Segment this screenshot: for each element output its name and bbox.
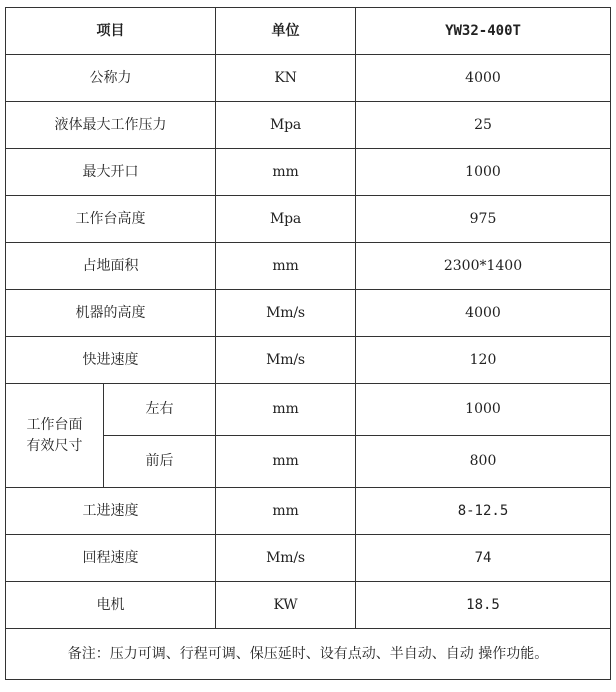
row-value: 74 — [356, 535, 611, 582]
row-item: 占地面积 — [6, 243, 216, 290]
row-unit: Mm/s — [216, 290, 356, 337]
row-item: 快进速度 — [6, 337, 216, 384]
group-label — [6, 384, 104, 488]
group-label-line2: 有效尺寸 — [26, 437, 83, 454]
row-value: 8-12.5 — [356, 488, 611, 535]
table-header-row — [6, 8, 611, 55]
row-value: 120 — [356, 337, 611, 384]
row-value: 18.5 — [356, 582, 611, 629]
row-unit: Mpa — [216, 102, 356, 149]
table-row — [6, 196, 611, 243]
table-note-row — [6, 629, 611, 680]
spec-table — [5, 7, 611, 680]
table-row — [6, 535, 611, 582]
row-unit: Mm/s — [216, 337, 356, 384]
header-model: YW32-400T — [356, 8, 611, 55]
row-unit: KN — [216, 55, 356, 102]
row-unit: Mm/s — [216, 535, 356, 582]
header-item: 项目 — [6, 8, 216, 55]
group-sub-item: 前后 — [104, 436, 216, 488]
table-row-group-first — [6, 384, 611, 436]
row-value: 2300*1400 — [356, 243, 611, 290]
row-item: 机器的高度 — [6, 290, 216, 337]
row-value: 25 — [356, 102, 611, 149]
group-label-line1: 工作台面 — [26, 417, 83, 434]
row-value: 1000 — [356, 384, 611, 436]
table-row — [6, 243, 611, 290]
row-unit: mm — [216, 149, 356, 196]
row-value: 800 — [356, 436, 611, 488]
header-unit: 单位 — [216, 8, 356, 55]
row-unit: mm — [216, 243, 356, 290]
table-row — [6, 488, 611, 535]
row-item: 公称力 — [6, 55, 216, 102]
row-item: 液体最大工作压力 — [6, 102, 216, 149]
table-row — [6, 337, 611, 384]
note-text: 备注：压力可调、行程可调、保压延时、设有点动、半自动、自动 操作功能。 — [6, 629, 611, 680]
row-value: 4000 — [356, 55, 611, 102]
row-unit: mm — [216, 384, 356, 436]
row-item: 工进速度 — [6, 488, 216, 535]
table-row — [6, 290, 611, 337]
row-unit: mm — [216, 436, 356, 488]
row-item: 工作台高度 — [6, 196, 216, 243]
row-item: 回程速度 — [6, 535, 216, 582]
row-item: 最大开口 — [6, 149, 216, 196]
row-value: 4000 — [356, 290, 611, 337]
row-item: 电机 — [6, 582, 216, 629]
row-value: 975 — [356, 196, 611, 243]
row-value: 1000 — [356, 149, 611, 196]
table-row — [6, 102, 611, 149]
table-row — [6, 149, 611, 196]
group-sub-item: 左右 — [104, 384, 216, 436]
table-row — [6, 582, 611, 629]
row-unit: Mpa — [216, 196, 356, 243]
table-row — [6, 55, 611, 102]
row-unit: KW — [216, 582, 356, 629]
row-unit: mm — [216, 488, 356, 535]
